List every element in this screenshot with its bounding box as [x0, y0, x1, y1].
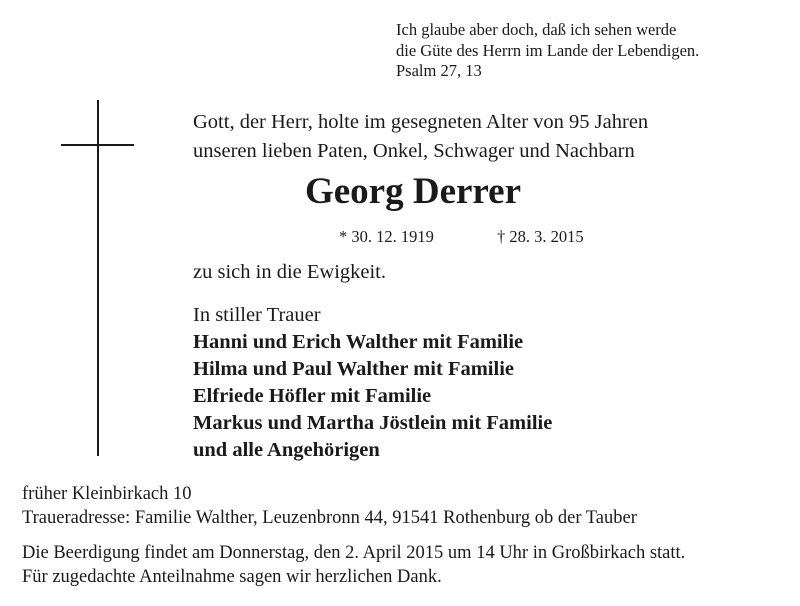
mourner-family: Elfriede Höfler mit Familie [193, 385, 432, 407]
intro-text [193, 108, 648, 166]
verse-line: Ich glaube aber doch, daß ich sehen werde [396, 20, 677, 39]
birth-date: * 30. 12. 1919 [339, 227, 434, 246]
intro-line: Gott, der Herr, holte im gesegneten Alter von 95 Jahren [193, 111, 649, 133]
mourner-family: Hilma und Paul Walther mit Familie [193, 358, 514, 380]
former-address: früher Kleinbirkach 10 [22, 484, 192, 504]
mourner-family: und alle Angehörigen [193, 439, 380, 461]
death-date: † 28. 3. 2015 [497, 227, 584, 246]
mourning-address: Traueradresse: Familie Walther, Leuzenbronn 44, 91541 Rothenburg ob der Tauber [22, 508, 637, 528]
bible-verse [396, 20, 699, 82]
cross-horizontal-bar [61, 144, 134, 146]
closing-phrase: zu sich in die Ewigkeit. [193, 261, 386, 283]
mourner-family: Hanni und Erich Walther mit Familie [193, 331, 524, 353]
cross-vertical-bar [97, 100, 99, 456]
intro-line: unseren lieben Paten, Onkel, Schwager und Nachbarn [193, 140, 635, 162]
verse-reference: Psalm 27, 13 [396, 61, 482, 80]
thanks-note: Für zugedachte Anteilnahme sagen wir herzlichen Dank. [22, 567, 442, 587]
verse-line: die Güte des Herrn im Lande der Lebendigen. [396, 40, 700, 60]
mourner-family: Markus und Martha Jöstlein mit Familie [193, 412, 553, 434]
mourning-lead: In stiller Trauer [193, 304, 321, 326]
deceased-name: Georg Derrer [304, 171, 522, 212]
mourners-list [193, 302, 552, 464]
funeral-info: Die Beerdigung findet am Donnerstag, den 2. April 2015 um 14 Uhr in Großbirkach statt. [22, 543, 686, 563]
